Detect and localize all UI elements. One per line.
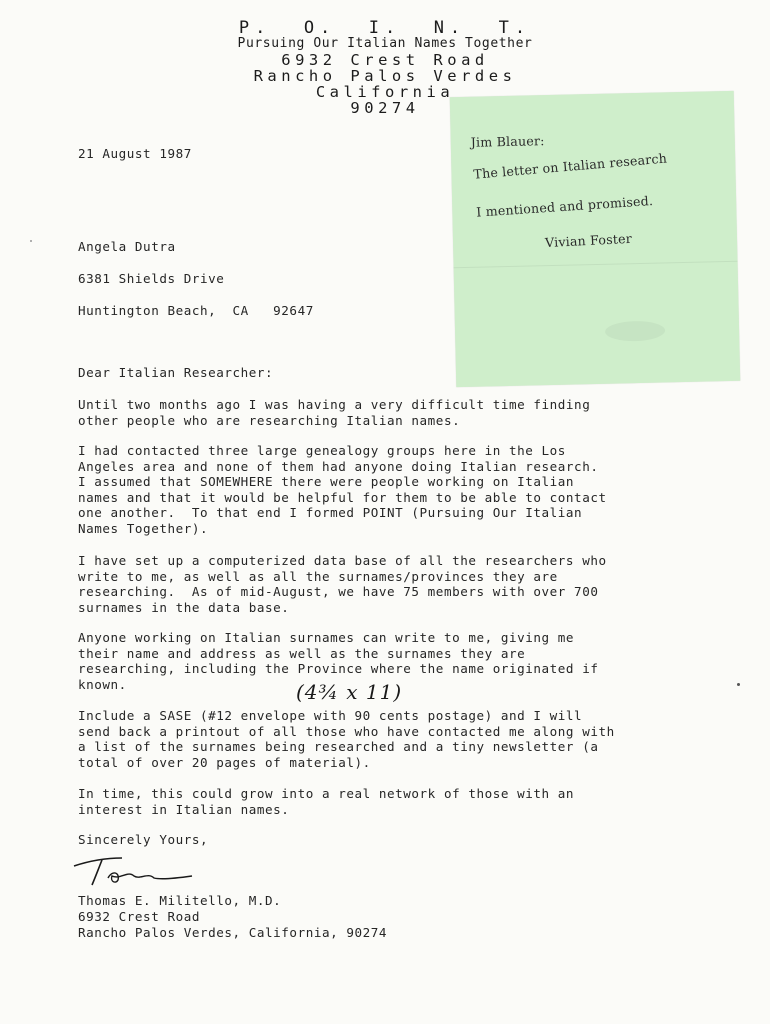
note-line-3: I mentioned and promised. (475, 192, 654, 220)
sticky-note (450, 91, 741, 387)
note-addressee: Jim Blauer: (470, 133, 545, 150)
note-smudge (605, 320, 665, 341)
stray-mark (30, 240, 32, 242)
paragraph-5: Include a SASE (#12 envelope with 90 cents postage) and I will send back a printout of all those who have contacted me along with a list of the surnames being researched and a tiny newsletter (a total of over 20 pages of material). (78, 708, 615, 770)
letterhead-city: Rancho Palos Verdes (253, 67, 517, 85)
letterhead-zip: 90274 (350, 99, 420, 117)
letterhead-street: 6932 Crest Road (281, 51, 489, 69)
sender-street: 6932 Crest Road (78, 909, 200, 924)
stray-mark (737, 683, 740, 686)
recipient-street: 6381 Shields Drive (78, 271, 225, 286)
handwritten-signature (68, 850, 198, 890)
note-signer: Vivian Foster (544, 230, 633, 251)
note-fold-line (454, 261, 738, 268)
paragraph-2: I had contacted three large genealogy groups here in the Los Angeles area and none of them had anyone doing Italian research. I assumed that SOMEWHERE there were people working on Italian names and that it would be helpful for them to be able to contact one another. To that end I formed POINT (Pursuing Our Italian Names Together). (78, 443, 607, 536)
recipient-name: Angela Dutra (78, 239, 176, 254)
closing: Sincerely Yours, (78, 832, 209, 847)
recipient-city-line: Huntington Beach, CA 92647 (78, 303, 314, 318)
note-line-2: The letter on Italian research (472, 150, 668, 182)
letter-date: 21 August 1987 (78, 146, 192, 161)
letterhead-state: California (315, 83, 455, 101)
paragraph-4: Anyone working on Italian surnames can write to me, giving me their name and address as well as the surnames they are researching, including the Province where the name originated if known. (78, 630, 599, 692)
handwritten-size-note: (4¾ x 11) (296, 680, 403, 704)
letterhead-title: P. O. I. N. T. (238, 18, 532, 38)
sender-city-line: Rancho Palos Verdes, California, 90274 (78, 925, 388, 940)
paragraph-1: Until two months ago I was having a very difficult time finding other people who are researching Italian names. (78, 397, 591, 428)
sender-name: Thomas E. Militello, M.D. (78, 893, 282, 908)
paragraph-3: I have set up a computerized data base of all the researchers who write to me, as well as all the surnames/provinces they are researching. As of mid-August, we have 75 members with over 700 surnames in the data base. (78, 553, 607, 615)
salutation: Dear Italian Researcher: (78, 365, 274, 380)
letterhead-subtitle: Pursuing Our Italian Names Together (237, 36, 533, 51)
paragraph-6: In time, this could grow into a real network of those with an interest in Italian names. (78, 786, 575, 817)
